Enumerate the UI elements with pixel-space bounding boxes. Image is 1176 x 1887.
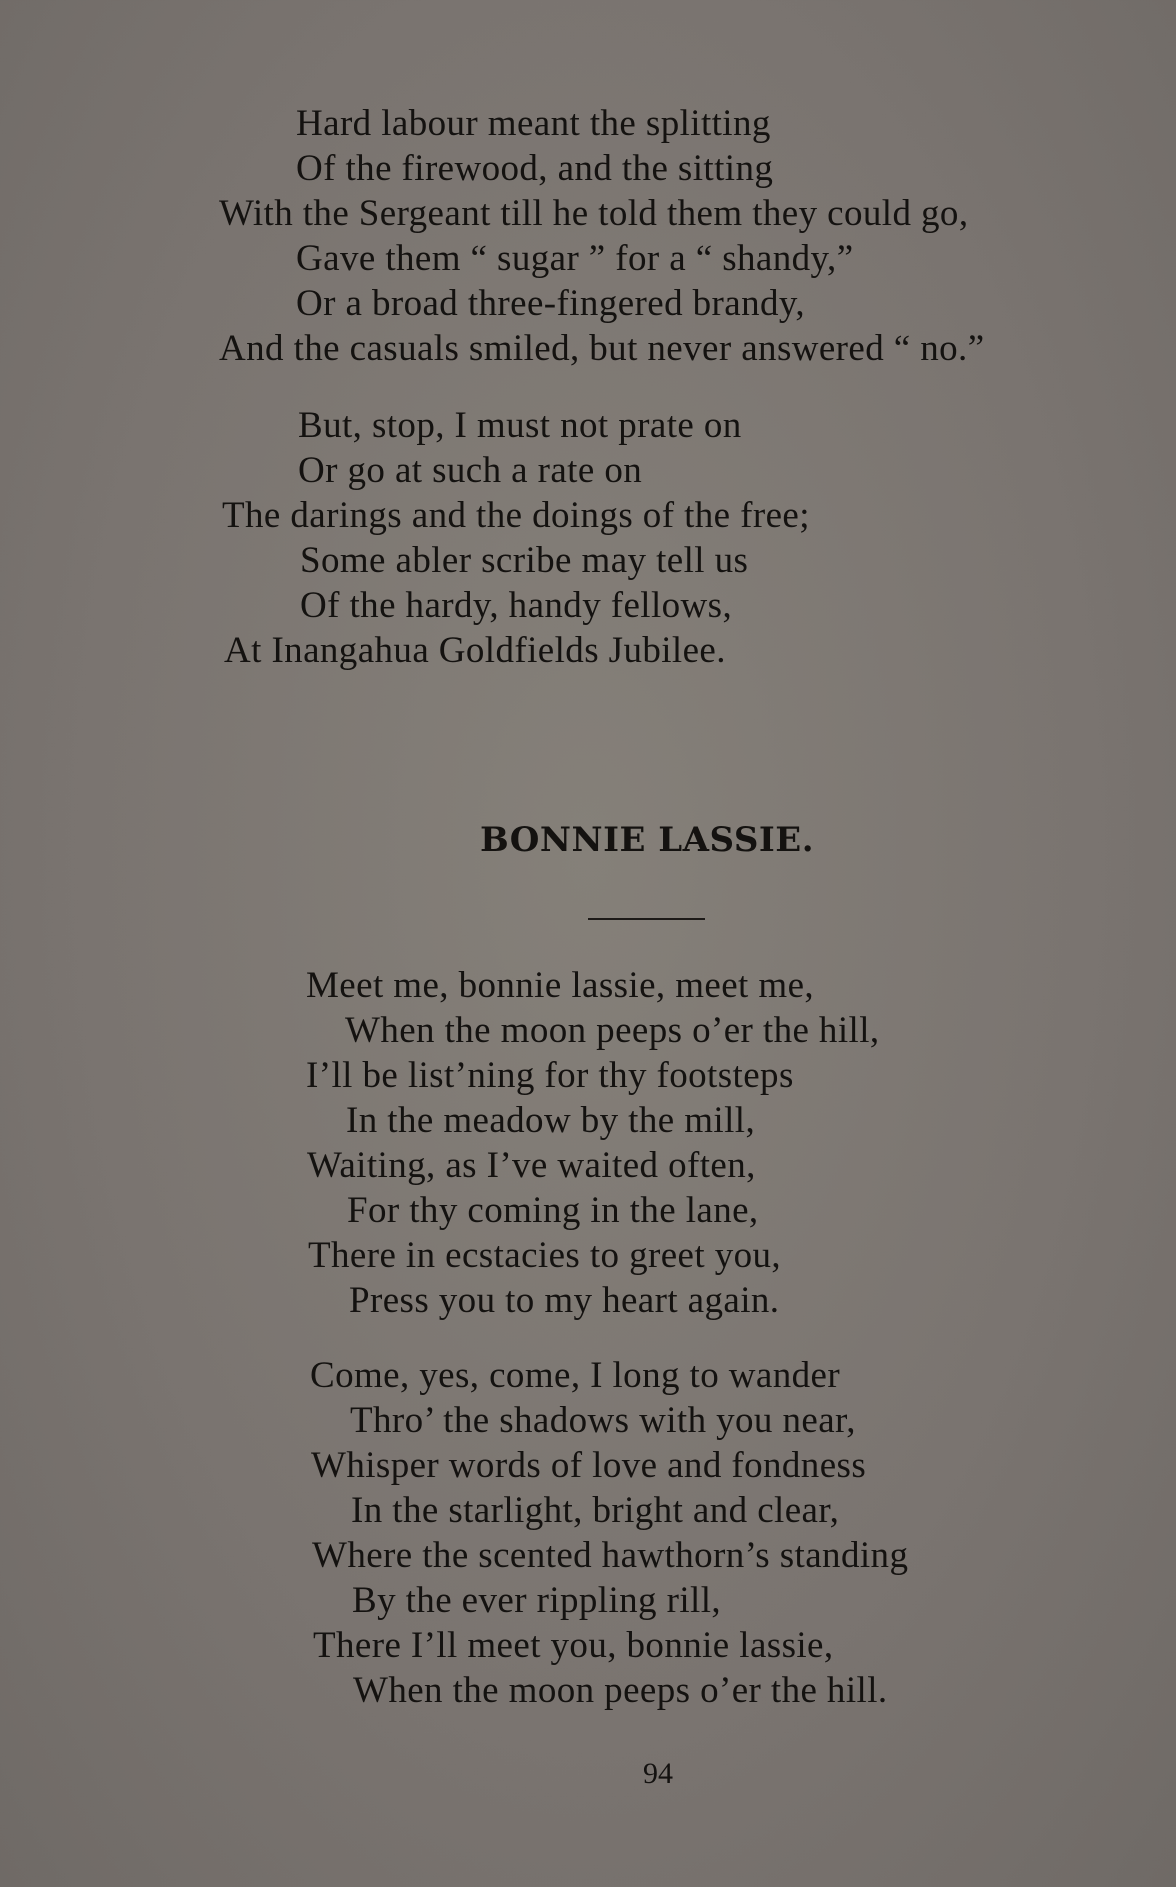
verse-line: The darings and the doings of the free;	[222, 495, 810, 536]
verse-line: Come, yes, come, I long to wander	[310, 1355, 841, 1396]
verse-line: There I’ll meet you, bonnie lassie,	[313, 1625, 834, 1666]
verse-line: Of the hardy, handy fellows,	[300, 585, 733, 626]
verse-line: Hard labour meant the splitting	[296, 103, 771, 144]
verse-line: In the meadow by the mill,	[346, 1100, 756, 1141]
verse-line: Whisper words of love and fondness	[311, 1445, 867, 1486]
verse-line: Some abler scribe may tell us	[300, 540, 749, 581]
verse-line: By the ever rippling rill,	[352, 1580, 722, 1621]
verse-line: Or a broad three-fingered brandy,	[296, 283, 806, 324]
verse-line: But, stop, I must not prate on	[298, 405, 742, 446]
verse-line: At Inangahua Goldfields Jubilee.	[224, 630, 726, 671]
verse-line: Waiting, as I’ve waited often,	[307, 1145, 756, 1186]
poem-title: BONNIE LASSIE.	[479, 820, 815, 860]
verse-line: When the moon peeps o’er the hill.	[353, 1670, 888, 1711]
title-divider	[588, 918, 705, 920]
verse-line: With the Sergeant till he told them they could go,	[219, 193, 969, 234]
verse-line: Or go at such a rate on	[298, 450, 643, 491]
page-number: 94	[643, 1757, 673, 1790]
verse-line: Gave them “ sugar ” for a “ shandy,”	[296, 238, 854, 279]
verse-line: Where the scented hawthorn’s standing	[312, 1535, 909, 1576]
verse-line: There in ecstacies to greet you,	[308, 1235, 782, 1276]
verse-line: I’ll be list’ning for thy footsteps	[306, 1055, 794, 1096]
verse-line: For thy coming in the lane,	[347, 1190, 759, 1231]
verse-line: Press you to my heart again.	[349, 1280, 780, 1321]
verse-line: And the casuals smiled, but never answered “ no.”	[219, 328, 985, 369]
verse-line: Thro’ the shadows with you near,	[350, 1400, 856, 1441]
verse-line: Meet me, bonnie lassie, meet me,	[306, 965, 815, 1006]
verse-line: When the moon peeps o’er the hill,	[345, 1010, 880, 1051]
verse-line: In the starlight, bright and clear,	[351, 1490, 840, 1531]
verse-line: Of the firewood, and the sitting	[296, 148, 774, 189]
